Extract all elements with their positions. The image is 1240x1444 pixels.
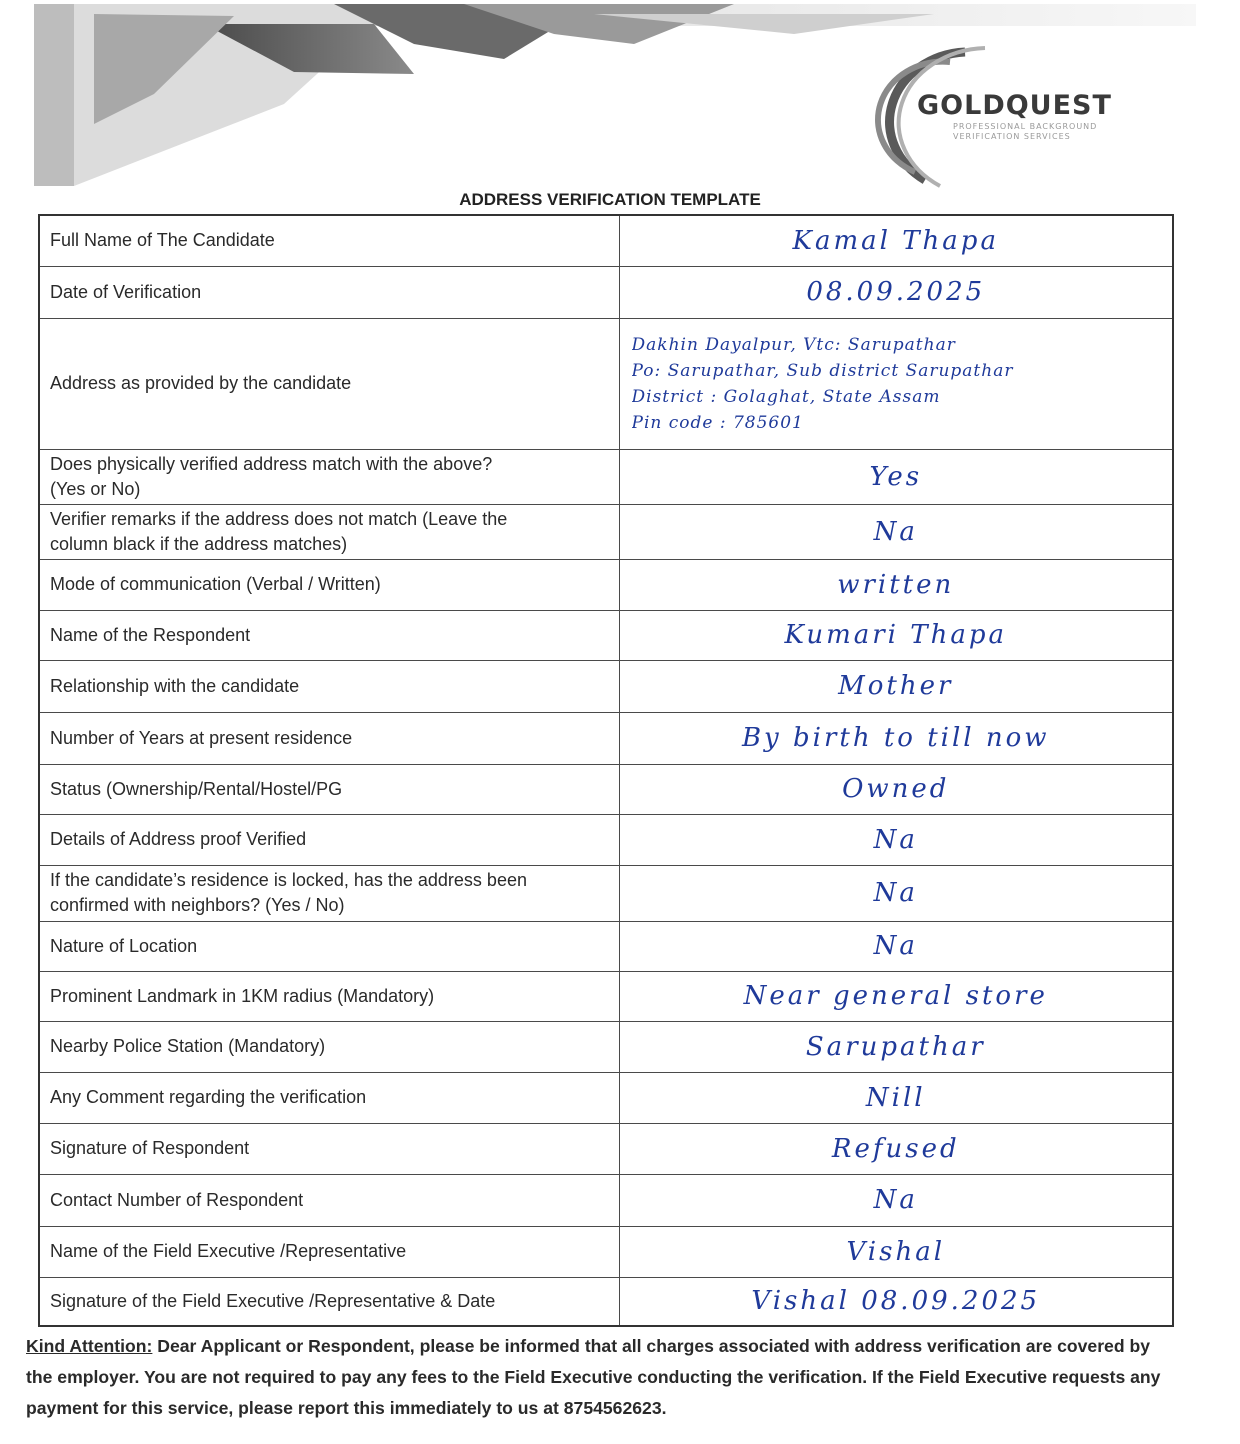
logo-tagline (953, 122, 1143, 142)
row-label: Mode of communication (Verbal / Written) (39, 559, 619, 610)
logo-wordmark: GOLDQUEST (917, 90, 1112, 121)
row-value: written (619, 559, 1173, 610)
row-label: Name of the Field Executive /Representative (39, 1226, 619, 1277)
table-row (39, 764, 1173, 814)
row-value: Nill (619, 1072, 1173, 1123)
table-row (39, 1226, 1173, 1277)
row-label-line: Verifier remarks if the address does not match (Leave the (50, 508, 508, 529)
row-value: Na (619, 921, 1173, 971)
row-value: Vishal (619, 1226, 1173, 1277)
attention-text: Dear Applicant or Respondent, please be informed that all charges associated with address verification are covered by the employer. You are not required to pay any fees to the Field Executive conducting the verification. If the Field Executive requests any payment for this service, please report this immediately to us at 8754562623. (26, 1336, 1161, 1418)
table-row (39, 921, 1173, 971)
row-value: Na (619, 814, 1173, 865)
row-label: Full Name of The Candidate (39, 215, 619, 266)
address-line: Po: Sarupathar, Sub district Sarupathar (631, 360, 1014, 381)
verification-table (38, 214, 1174, 1327)
row-value: Owned (619, 764, 1173, 814)
table-row (39, 1277, 1173, 1326)
row-label: Address as provided by the candidate (39, 318, 619, 449)
address-line: Pin code : 785601 (631, 412, 804, 433)
table-row (39, 449, 1173, 504)
row-label: Details of Address proof Verified (39, 814, 619, 865)
row-label: Nature of Location (39, 921, 619, 971)
row-value: Near general store (619, 971, 1173, 1021)
row-label: Number of Years at present residence (39, 712, 619, 764)
address-value (619, 318, 1173, 449)
row-value: Na (619, 504, 1173, 559)
row-label: Date of Verification (39, 266, 619, 318)
row-label: Signature of Respondent (39, 1123, 619, 1174)
row-label: Status (Ownership/Rental/Hostel/PG (39, 764, 619, 814)
row-label-line: column black if the address matches) (50, 533, 348, 554)
document-title: ADDRESS VERIFICATION TEMPLATE (459, 190, 761, 209)
row-label: Relationship with the candidate (39, 660, 619, 712)
address-line: District : Golaghat, State Assam (631, 386, 941, 407)
table-row (39, 504, 1173, 559)
row-value: Refused (619, 1123, 1173, 1174)
row-label: Any Comment regarding the verification (39, 1072, 619, 1123)
row-value: By birth to till now (619, 712, 1173, 764)
table-row (39, 865, 1173, 921)
row-label-line: If the candidate’s residence is locked, has the address been (50, 870, 527, 890)
row-label (39, 865, 619, 921)
row-value: Sarupathar (619, 1021, 1173, 1072)
logo-tagline-line-1: PROFESSIONAL BACKGROUND (953, 122, 1098, 131)
row-value: Kamal Thapa (619, 215, 1173, 266)
table-row (39, 660, 1173, 712)
row-value: Mother (619, 660, 1173, 712)
table-row (39, 559, 1173, 610)
row-value: Vishal 08.09.2025 (619, 1277, 1173, 1326)
table-row (39, 712, 1173, 764)
table-row (39, 318, 1173, 449)
row-label: Signature of the Field Executive /Representative & Date (39, 1277, 619, 1326)
table-row (39, 610, 1173, 660)
table-row (39, 1021, 1173, 1072)
row-label (39, 449, 619, 504)
row-label (39, 504, 619, 559)
table-row (39, 1123, 1173, 1174)
row-value: Yes (619, 449, 1173, 504)
table-row (39, 814, 1173, 865)
row-value: Na (619, 865, 1173, 921)
row-label: Prominent Landmark in 1KM radius (Mandatory) (39, 971, 619, 1021)
table-row (39, 266, 1173, 318)
table-row (39, 1072, 1173, 1123)
kind-attention-note (26, 1331, 1176, 1424)
row-value: Na (619, 1174, 1173, 1226)
attention-label: Kind Attention: (26, 1336, 153, 1356)
row-label-line: confirmed with neighbors? (Yes / No) (50, 895, 345, 915)
logo-tagline-line-2: VERIFICATION SERVICES (953, 132, 1071, 141)
address-line: Dakhin Dayalpur, Vtc: Sarupathar (631, 334, 956, 355)
table-row (39, 215, 1173, 266)
row-value: Kumari Thapa (619, 610, 1173, 660)
table-row (39, 971, 1173, 1021)
row-label-line: (Yes or No) (50, 478, 141, 499)
row-label-line: Does physically verified address match with the above? (50, 453, 493, 474)
row-label: Contact Number of Respondent (39, 1174, 619, 1226)
row-value: 08.09.2025 (619, 266, 1173, 318)
row-label: Name of the Respondent (39, 610, 619, 660)
row-label: Nearby Police Station (Mandatory) (39, 1021, 619, 1072)
table-row (39, 1174, 1173, 1226)
